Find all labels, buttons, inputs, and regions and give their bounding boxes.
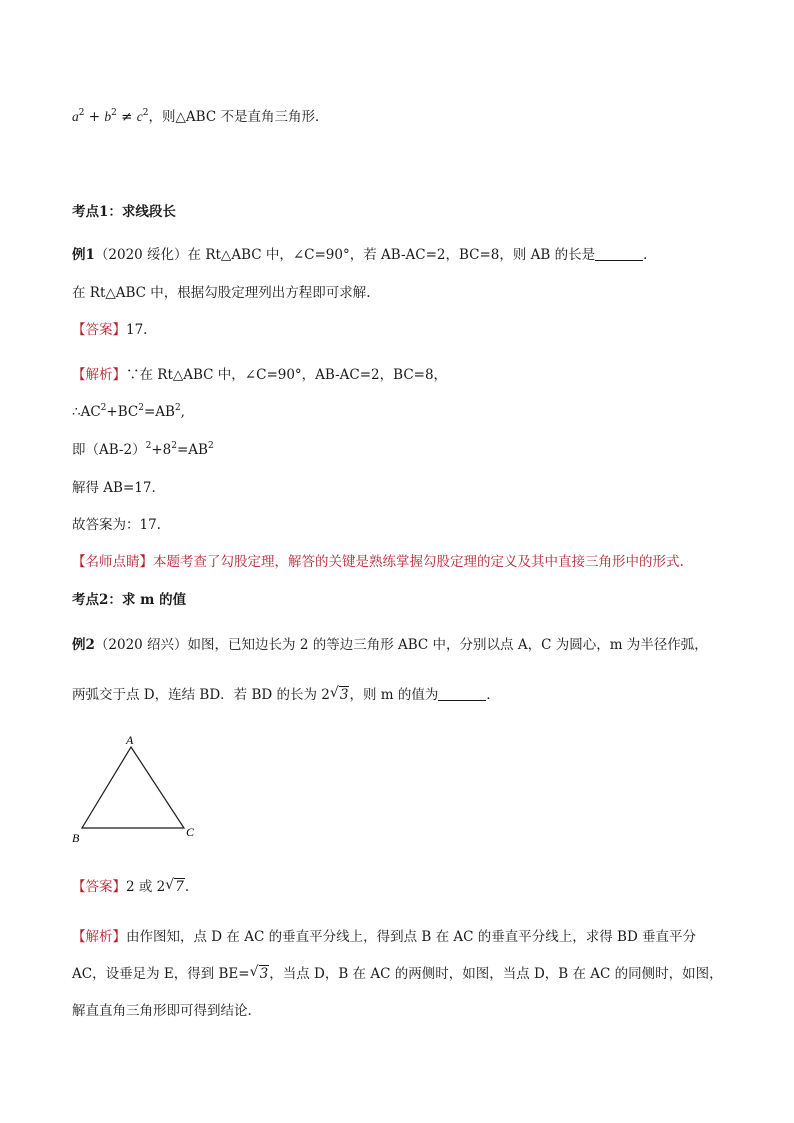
- ex2-question: [72, 636, 708, 654]
- ex1-step3: 解得 AB=17.: [72, 480, 156, 496]
- ex1-hint: 在 Rt△ABC 中，根据勾股定理列出方程即可求解.: [72, 285, 371, 301]
- ex2-answer-blank: [438, 688, 486, 701]
- radical-7: √ 7: [165, 878, 185, 896]
- label-b: B: [72, 831, 80, 845]
- inequality-line: $a^2 + b^2 \ne c^2$，则△ABC 不是直角三角形．: [72, 108, 329, 125]
- formula-c: c: [136, 109, 143, 124]
- answer-label: 【答案】: [72, 322, 126, 338]
- ex1-comment: [72, 553, 684, 571]
- ex2-question-line2: 两弧交于点 D，连结 BD．若 BD 的长为 2√ 3，则 m 的值为 ．: [72, 686, 500, 704]
- ex1-answer: [72, 321, 147, 339]
- triangle-abc: [82, 747, 184, 828]
- comment-text: 本题考查了勾股定理，解答的关键是熟练掌握勾股定理的定义及其中直接三角形中的形式.: [153, 554, 684, 570]
- inequality-text: ，则△ABC 不是直角三角形．: [148, 109, 329, 125]
- ex1-step2: 即$(AB-2)^2+8^2=AB^2$: [72, 441, 214, 458]
- answer-label: 【答案】: [72, 879, 126, 895]
- ex2-question-text: （2020 绍兴）如图，已知边长为 2 的等边三角形 ABC 中，分别以点 A，C 为圆心，m 为半径作弧，: [94, 637, 708, 653]
- kp1-heading: 考点1：求线段长: [72, 204, 176, 220]
- comment-label: 【名师点睛】: [72, 554, 153, 570]
- ex1-label: 例1: [72, 247, 95, 263]
- ex2-analysis: 【解析】由作图知，点 D 在 AC 的垂直平分线上，得到点 B 在 AC 的垂直平分线上，求得 BD 垂直平分: [72, 929, 697, 945]
- triangle-figure: [66, 730, 216, 850]
- answer-value: 17.: [126, 322, 148, 338]
- formula-a: a: [72, 109, 79, 124]
- analysis-label: 【解析】: [72, 367, 126, 383]
- ex1-question: 例1（2020 绥化）在 Rt△ABC 中，∠C=90°，若 AB-AC=2，BC=8，则 AB 的长是 ．: [72, 247, 657, 263]
- label-c: C: [186, 825, 195, 839]
- analysis-label: 【解析】: [72, 929, 126, 945]
- kp2-heading: 考点2：求 m 的值: [72, 592, 187, 608]
- label-a: A: [126, 733, 134, 747]
- ex2-analysis-line2: AC，设垂足为 E，得到 BE=√ 3，当点 D，B 在 AC 的两侧时，如图，当点 D，B 在 AC 的同侧时，如图，: [72, 965, 723, 983]
- ex1-step1: $\therefore AC^2+BC^2=AB^2$,: [72, 403, 185, 420]
- radical-3b: √ 3: [250, 965, 270, 983]
- radical-3: √ 3: [330, 686, 350, 704]
- ex1-answer-blank: [595, 248, 643, 261]
- ex2-label: 例2: [72, 637, 95, 653]
- ex2-analysis-line3: 解直直角三角形即可得到结论.: [72, 1003, 252, 1019]
- ex1-question-text: （2020 绥化）在 Rt△ABC 中，∠C=90°，若 AB-AC=2，BC=8，则 AB 的长是: [94, 247, 596, 263]
- ex1-analysis: [72, 366, 447, 384]
- ex1-final: 故答案为：17.: [72, 517, 161, 533]
- ex2-answer: 【答案】2 或 2√ 7.: [72, 878, 189, 896]
- analysis-text: ∵在 Rt△ABC 中，∠C=90°，AB-AC=2，BC=8，: [126, 367, 448, 383]
- formula-b: b: [104, 109, 112, 124]
